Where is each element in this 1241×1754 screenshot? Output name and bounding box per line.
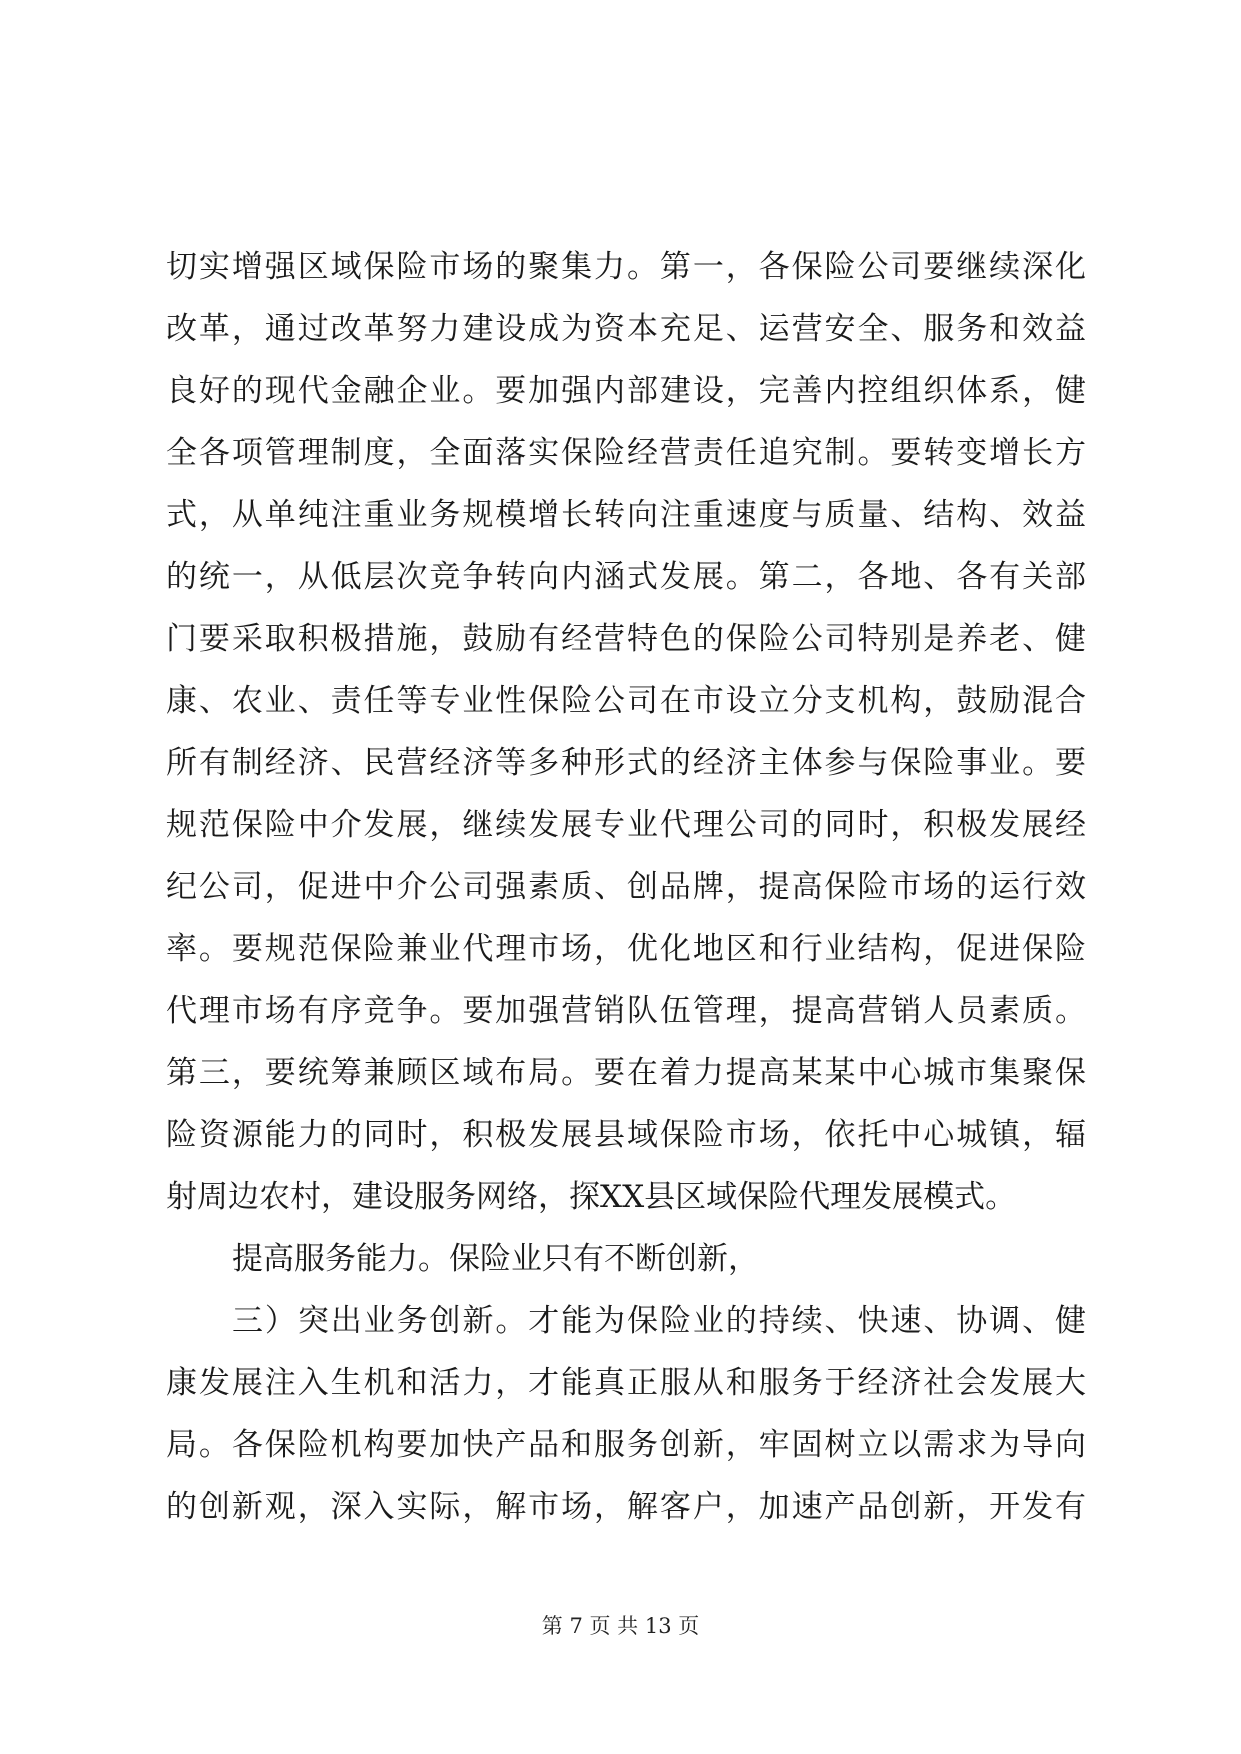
- text-line: 纪公司，促进中介公司强素质、创品牌，提高保险市场的运行效: [166, 869, 1086, 905]
- text-line: 险资源能力的同时，积极发展县域保险市场，依托中心城镇，辐: [166, 1117, 1086, 1153]
- text-line: 康、农业、责任等专业性保险公司在市设立分支机构，鼓励混合: [166, 683, 1086, 719]
- text-line: 所有制经济、民营经济等多种形式的经济主体参与保险事业。要: [166, 745, 1086, 781]
- text-line: 规范保险中介发展，继续发展专业代理公司的同时，积极发展经: [166, 807, 1086, 843]
- text-line: 第三，要统筹兼顾区域布局。要在着力提高某某中心城市集聚保: [166, 1055, 1086, 1091]
- text-line: 局。各保险机构要加快产品和服务创新，牢固树立以需求为导向: [166, 1427, 1086, 1463]
- text-line: 全各项管理制度，全面落实保险经营责任追究制。要转变增长方: [166, 435, 1086, 471]
- text-line: 良好的现代金融企业。要加强内部建设，完善内控组织体系，健: [166, 373, 1086, 409]
- text-line: 射周边农村，建设服务网络，探XX县区域保险代理发展模式。: [166, 1179, 1017, 1215]
- page-number-footer: 第 7 页 共 13 页: [541, 1614, 700, 1638]
- text-line: 切实增强区域保险市场的聚集力。第一，各保险公司要继续深化: [166, 249, 1086, 285]
- text-line: 式，从单纯注重业务规模增长转向注重速度与质量、结构、效益: [166, 497, 1086, 533]
- text-line: 改革，通过改革努力建设成为资本充足、运营安全、服务和效益: [166, 311, 1086, 347]
- text-line: 代理市场有序竞争。要加强营销队伍管理，提高营销人员素质。: [166, 993, 1086, 1029]
- text-line: 的统一，从低层次竞争转向内涵式发展。第二，各地、各有关部: [166, 559, 1086, 595]
- body-text: [166, 236, 1086, 1538]
- text-line: 门要采取积极措施，鼓励有经营特色的保险公司特别是养老、健: [166, 621, 1086, 657]
- text-line: 三）突出业务创新。才能为保险业的持续、快速、协调、健: [232, 1303, 1086, 1339]
- text-line: 率。要规范保险兼业代理市场，优化地区和行业结构，促进保险: [166, 931, 1086, 967]
- text-line: 的创新观，深入实际，解市场，解客户，加速产品创新，开发有: [166, 1489, 1086, 1525]
- text-line: 康发展注入生机和活力，才能真正服从和服务于经济社会发展大: [166, 1365, 1086, 1401]
- text-line: 提高服务能力。保险业只有不断创新，: [232, 1241, 759, 1277]
